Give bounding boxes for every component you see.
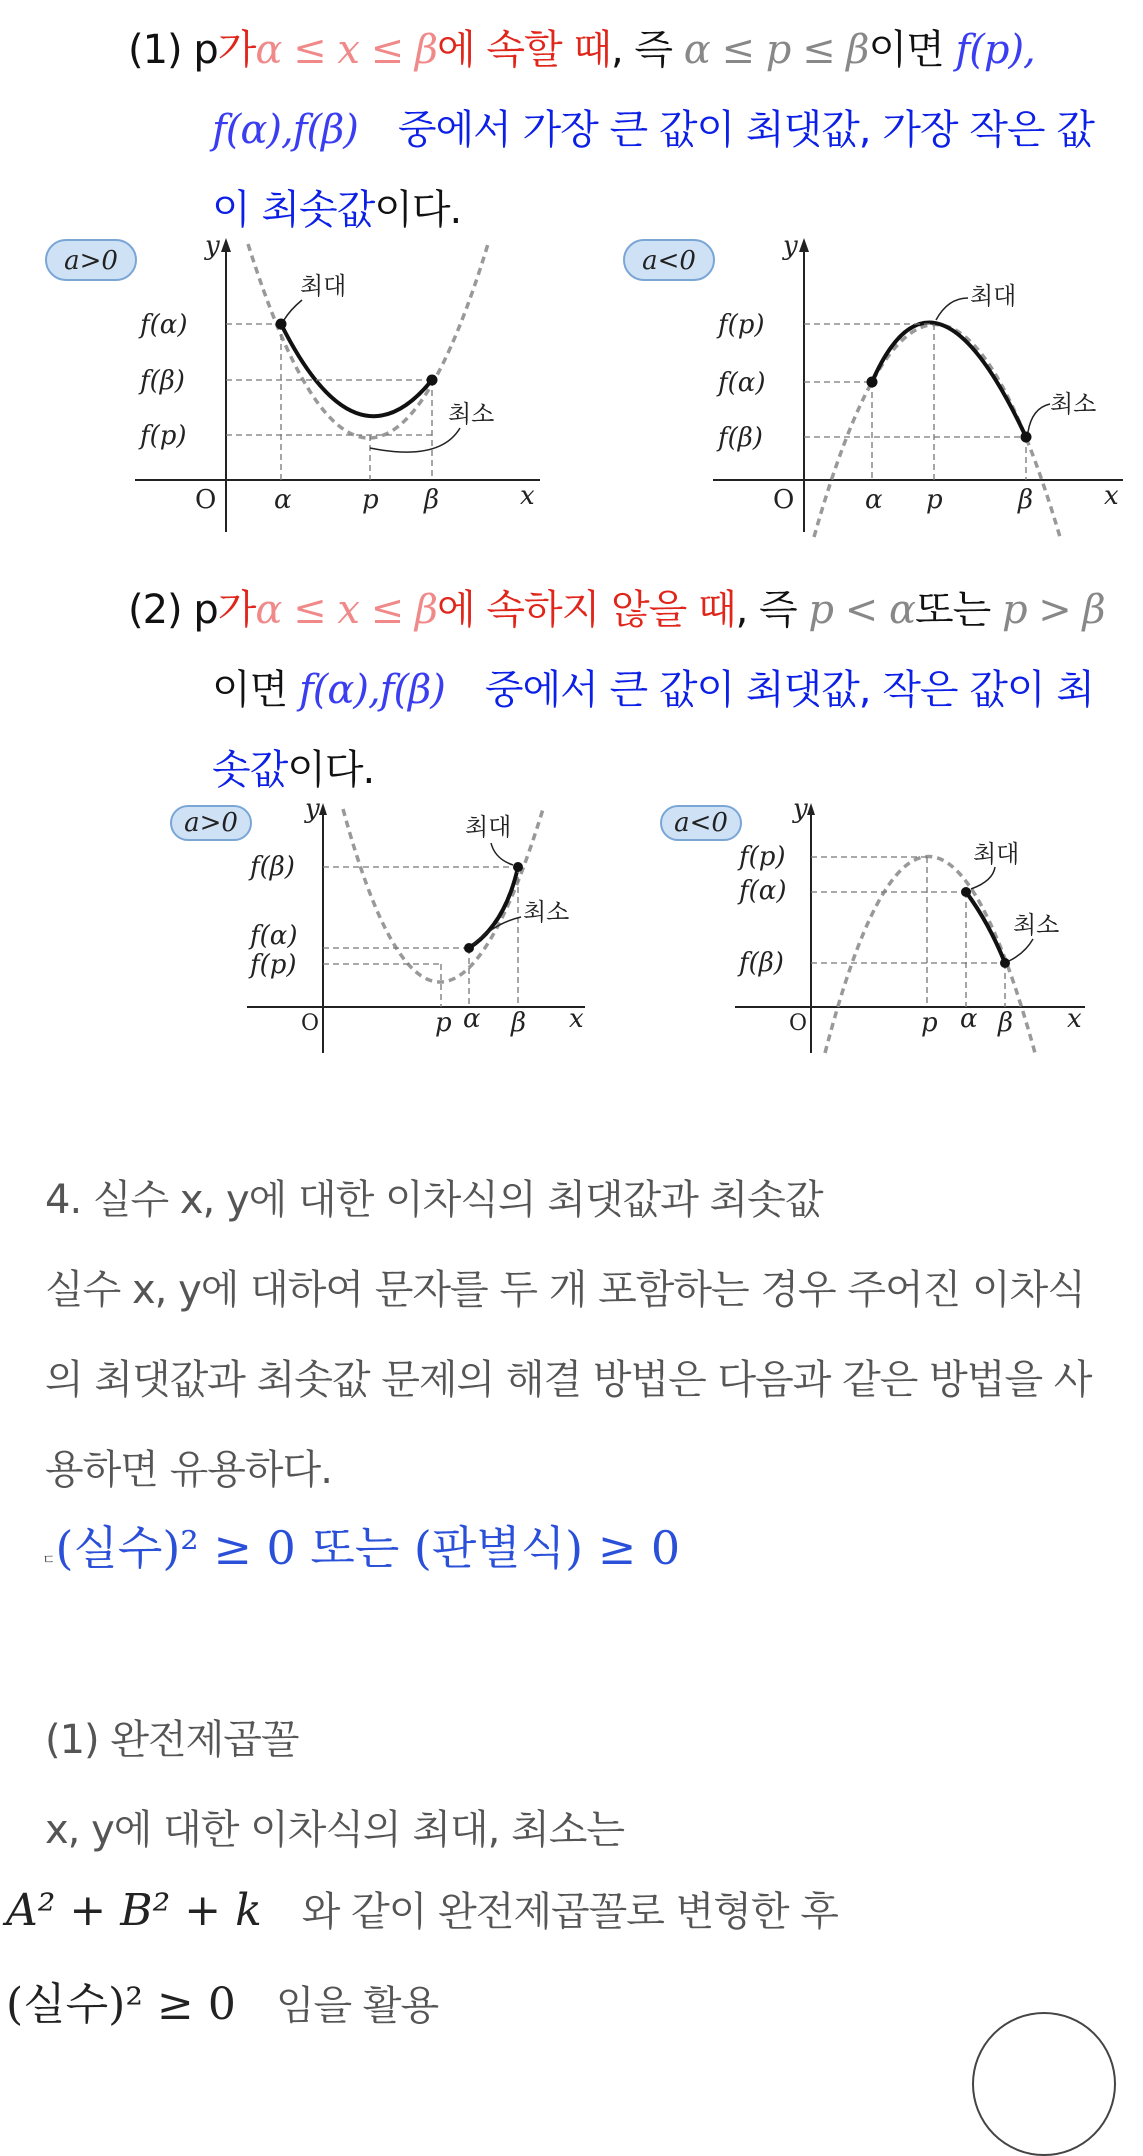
s3-expr2-text: 임을 활용 [275,1983,439,2029]
ylabel-1: f(α) [739,876,787,906]
badge-c-text: a>0 [184,808,238,838]
s2-line3 [212,738,374,795]
ylabel-0: f(α) [140,310,188,340]
s1-math-cond: α ≤ x ≤ β [255,27,437,73]
y-arrow-icon [807,803,815,815]
max-label: 최대 [300,272,347,300]
xlabel-0: α [865,485,883,515]
s1-line2 [212,98,1094,155]
x-label: x [1067,1004,1082,1034]
s2-math-fa-fb: f(α),f(β) [299,667,445,713]
xlabel-0: p [435,1008,452,1038]
ylabel-2: f(p) [140,421,187,451]
badge-d-text: a<0 [674,808,728,838]
ylabel-1: f(β) [140,366,185,396]
s3-formula-mark: ㄷ [42,1552,56,1569]
s3-heading: 4. 실수 x, y에 대한 이차식의 최댓값과 최솟값 [45,1177,823,1223]
origin-label: O [789,1011,808,1036]
point-beta [427,375,438,386]
s3-formula: (실수)² ≥ 0 또는 (판별식) ≥ 0 [55,1521,681,1575]
ylabel-2: f(β) [739,948,784,978]
min-label: 최소 [1050,390,1097,418]
s2-red1: 가 [217,587,256,633]
badge-b-text: a<0 [642,246,696,276]
s2-math-p-gt: p > β [1001,587,1105,633]
s1-red1: 가 [217,27,256,73]
xlabel-2: β [1018,485,1034,515]
s2-math-cond: α ≤ x ≤ β [255,587,437,633]
s3-math-expr: A² + B² + k [6,1885,262,1936]
parabola-segment [872,323,1026,437]
parabola-segment [966,892,1005,963]
graph-a [40,232,560,542]
badge-a-text: a>0 [64,246,118,276]
s2-text-line2: 이면 [212,667,299,713]
s2-text3: 이다. [287,747,375,793]
y-label: y [793,795,808,824]
s2-blue3: 솟값 [212,747,288,793]
s2-math-p-lt: p < α [808,587,915,633]
s1-math-fa-fb: f(α),f(β) [212,107,358,153]
s1-math-fp: f(p), [955,27,1035,73]
s1-line1 [128,18,1035,75]
y-label: y [205,232,220,261]
s2-line1 [128,578,1105,635]
s3-para-1: 실수 x, y에 대하여 문자를 두 개 포함하는 경우 주어진 이차식 [45,1267,1085,1313]
x-label: x [569,1004,584,1034]
xlabel-2: β [511,1008,527,1038]
min-label: 최소 [1013,911,1060,939]
max-label: 최대 [970,282,1017,310]
y-label: y [305,795,320,824]
xlabel-1: α [960,1004,978,1034]
s3-expr-text: 와 같이 완전제곱꼴로 변형한 후 [301,1889,838,1935]
ylabel-0: f(p) [739,842,786,872]
xlabel-1: p [362,485,379,515]
y-arrow-icon [799,238,809,252]
y-arrow-icon [319,803,327,815]
ylabel-1: f(α) [718,368,766,398]
min-label: 최소 [523,898,570,926]
s3-para-3: 용하면 유용하다. [45,1447,332,1493]
s2-text1: , 즉 [735,587,809,633]
ylabel-2: f(β) [718,423,763,453]
point-alpha [276,319,287,330]
graph-c [165,795,605,1055]
max-label: 최대 [465,813,512,841]
xlabel-1: p [926,485,943,515]
parabola-segment [281,324,432,416]
graph-b [618,232,1143,542]
s1-num: (1) p [128,27,218,73]
s1-text2: 이면 [868,27,956,73]
s1-math-cond2: α ≤ p ≤ β [683,27,869,73]
xlabel-2: β [424,485,440,515]
origin-label: O [195,485,217,515]
s1-blue2: 중에서 가장 큰 값이 최댓값, 가장 작은 값 [397,107,1094,153]
parabola-dashed [343,809,543,982]
ylabel-2: f(p) [250,950,297,980]
ylabel-0: f(p) [718,310,765,340]
ylabel-1: f(α) [250,921,298,951]
s1-text3: 이다. [374,187,462,233]
min-label: 최소 [448,400,495,428]
y-arrow-icon [221,238,231,252]
graph-d [655,795,1105,1055]
ylabel-0: f(β) [250,852,295,882]
xlabel-1: α [463,1004,481,1034]
scroll-top-button[interactable] [972,2012,1116,2156]
x-label: x [520,481,535,511]
x-label: x [1104,481,1119,511]
y-label: y [783,232,798,261]
s3-expr2-row [6,1968,438,2032]
s2-blue2: 중에서 큰 값이 최댓값, 작은 값이 최 [484,667,1094,713]
s1-red2: 에 속할 때 [437,27,611,73]
max-label: 최대 [973,840,1020,868]
s2-line2 [212,658,1094,715]
s2-red2: 에 속하지 않을 때 [437,587,736,633]
s3-expr-row [6,1880,838,1937]
xlabel-2: β [998,1008,1014,1038]
origin-label: O [773,485,795,515]
origin-label: O [301,1011,320,1036]
s2-num: (2) p [128,587,218,633]
s1-text1: , 즉 [611,27,684,73]
s3-formula-row [42,1512,680,1578]
s1-line3 [212,178,461,235]
s3-math-expr2: (실수)² ≥ 0 [6,1979,236,2030]
s3-sub-line: x, y에 대한 이차식의 최대, 최소는 [45,1807,625,1853]
s2-text2: 또는 [914,587,1002,633]
xlabel-0: p [921,1008,938,1038]
s3-para-2: 의 최댓값과 최솟값 문제의 해결 방법은 다음과 같은 방법을 사 [45,1357,1092,1403]
s3-sub-heading: (1) 완전제곱꼴 [45,1717,299,1763]
s1-blue3: 이 최솟값 [212,187,375,233]
xlabel-0: α [274,485,292,515]
